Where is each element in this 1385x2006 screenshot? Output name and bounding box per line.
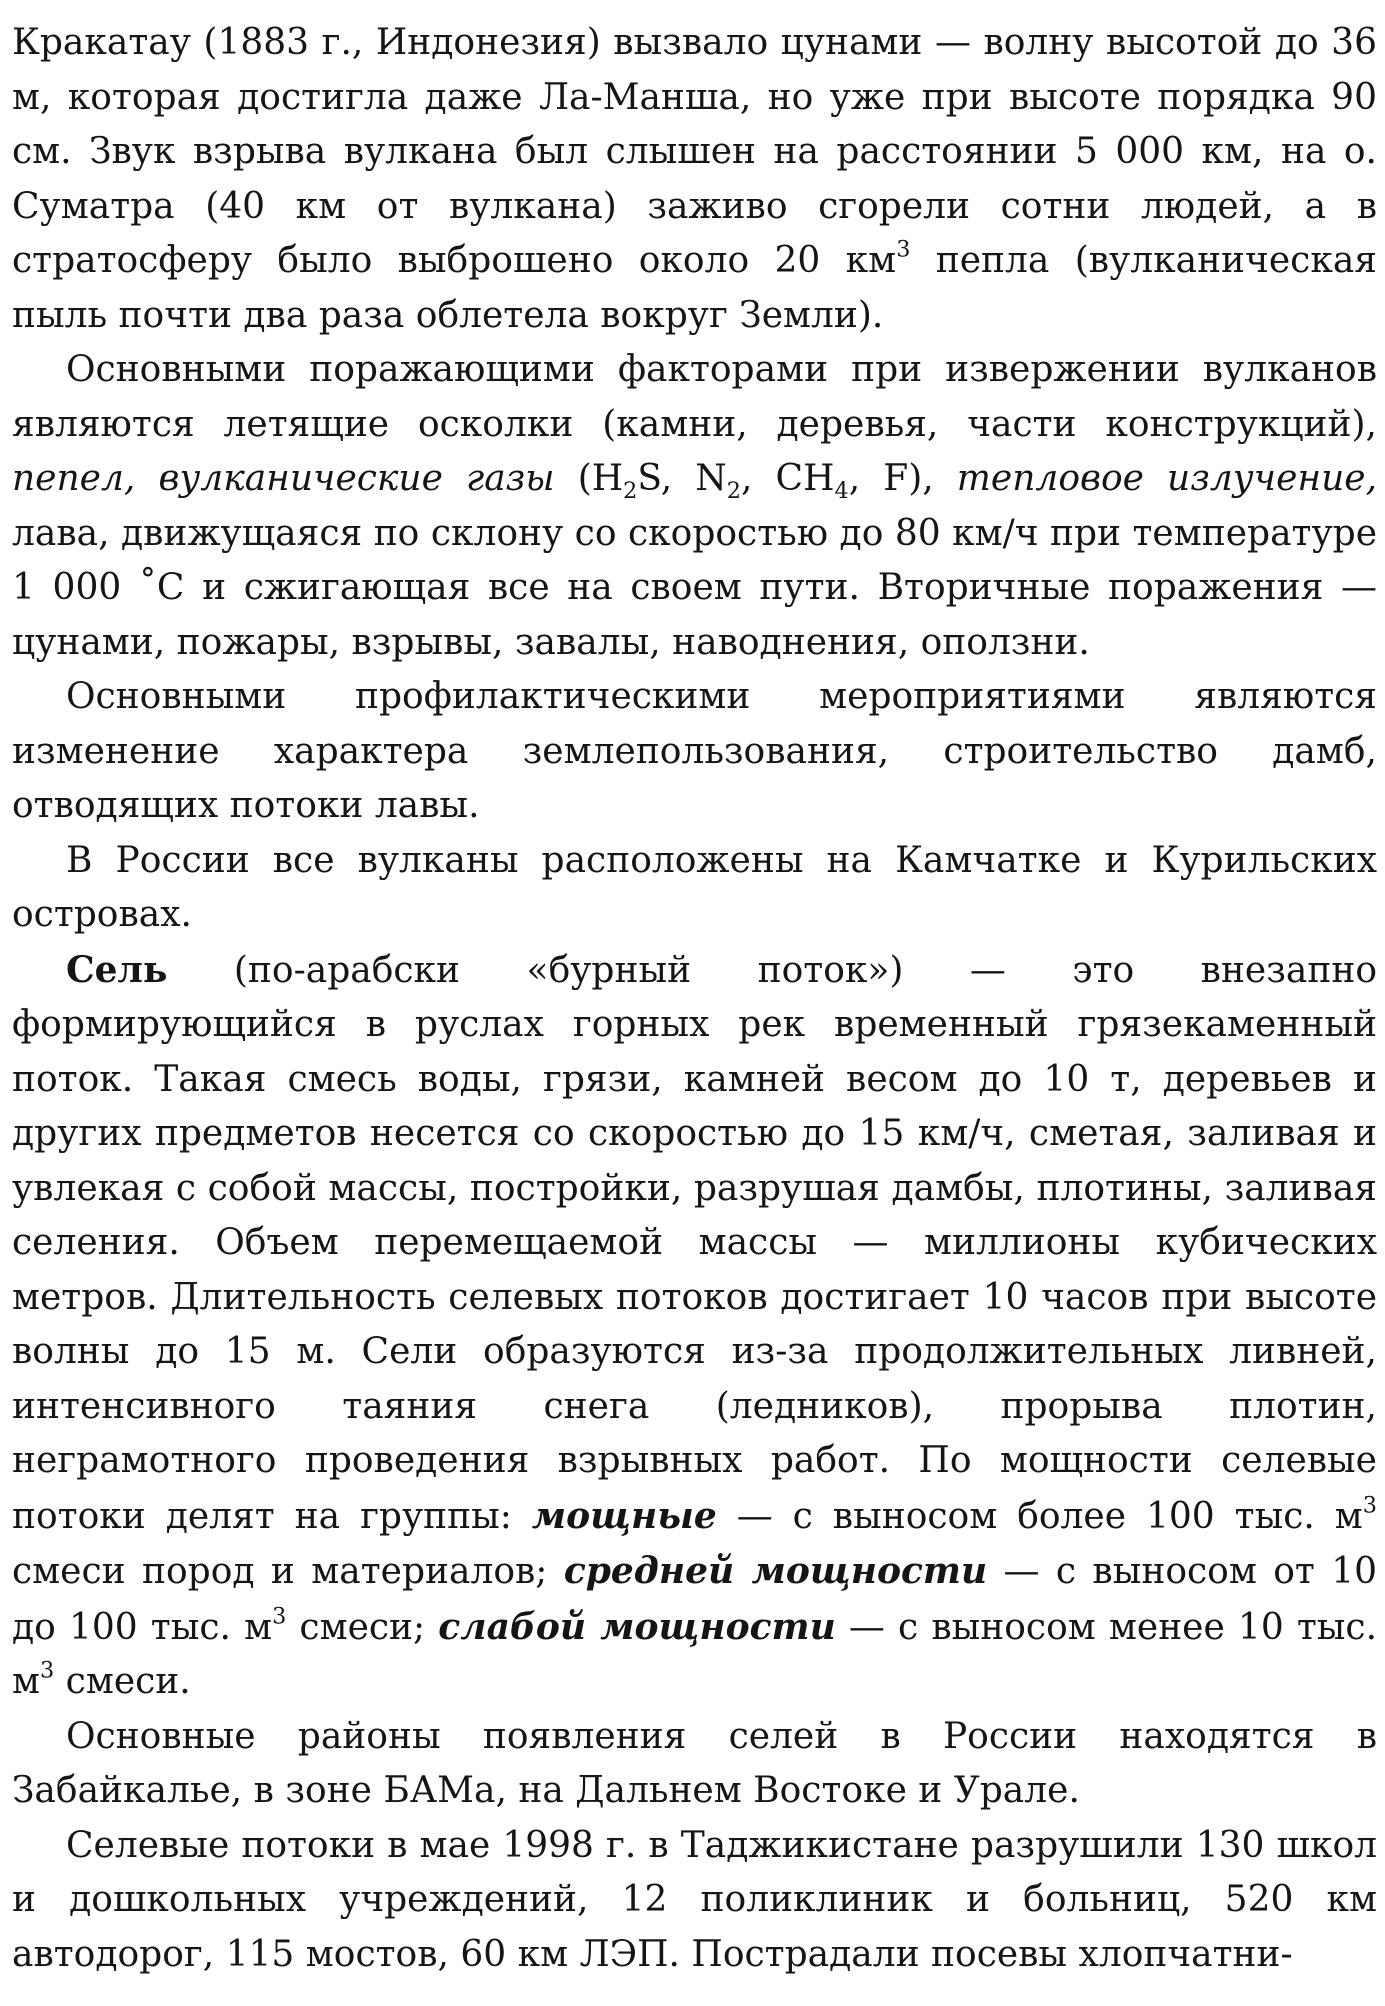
paragraph-text: смеси; [286, 1606, 439, 1648]
paragraph-mudflow [12, 943, 1377, 1710]
paragraph-text: — с выносом от 10 до 100 тыс. м [12, 1551, 1378, 1648]
paragraph-text: Основными поражающими факторами при извержении вулканов являются летящие осколки (камни, деревья, части конструкций), [12, 349, 1377, 445]
subscript: 4 [834, 477, 849, 504]
paragraph-text: , F), [848, 458, 957, 499]
italic-term: слабой мощности [438, 1605, 836, 1648]
bold-term: Сель [66, 948, 168, 991]
paragraph-text: пепла (вулканическая пыль почти два раза облетела вокруг Земли). [12, 240, 1377, 336]
superscript: 3 [1362, 1491, 1377, 1518]
italic-term: мощные [531, 1494, 717, 1537]
paragraph-mudflow-regions: Основные районы появления селей в России находятся в Забайкалье, в зоне БАМа, на Дальнем Востоке и Урале. [12, 1715, 1377, 1811]
paragraph-tajikistan: Селевые потоки в мае 1998 г. в Таджикистане разрушили 130 школ и дошкольных учреждений, 12 поликлиник и больниц, 520 км автодорог, 115 мостов, 60 км ЛЭП. Пострадали посевы хлопчатни- [12, 1824, 1377, 1975]
paragraph-prevention: Основными профилактическими мероприятиями являются изменение характера землепользования, строительство дамб, отводящих потоки лавы. [12, 676, 1377, 826]
italic-text: пепел, вулканические газы [12, 458, 555, 499]
italic-term: средней мощности [563, 1550, 988, 1592]
paragraph-text: смеси. [54, 1661, 191, 1702]
paragraph-text: S, N [637, 458, 727, 499]
paragraph-text: (по-арабски «бурный поток») — это внезапно формирующийся в руслах горных рек временный грязекаменный поток. Такая смесь воды, грязи, камней весом до 10 т, деревьев и других предметов несется со скоростью до 15 км/ч, сметая, заливая и увлекая с собой массы, постройки, разрушая дамбы, плотины, заливая селения. Объем перемещаемой массы — миллионы кубических метров. Длительность селевых потоков достигает 10 часов при высоте волны до 15 м. Сели образуются из-за продолжительных ливней, интенсивного таяния снега (ледников), прорыва плотин, неграмотного проведения взрывных работ. По мощности селевые потоки делят на группы: [12, 949, 1377, 1537]
subscript: 2 [623, 477, 638, 504]
paragraph-text: — с выносом более 100 тыс. м [716, 1495, 1363, 1537]
paragraph-russia-volcanoes: В России все вулканы расположены на Камчатке и Курильских островах. [12, 839, 1377, 935]
italic-text: тепловое излучение, [956, 458, 1378, 499]
superscript: 3 [40, 1657, 55, 1684]
paragraph-text: Кракатау (1883 г., Индонезия) вызвало цунами — волну высотой до 36 м, которая достигла даже Ла-Манша, но уже при высоте порядка 90 см. Звук взрыва вулкана был слышен на расстоянии 5 000 км, на о. Суматра (40 км от вулкана) заживо сгорели сотни людей, а в стратосферу было выброшено около 20 км [12, 22, 1377, 281]
paragraph-damaging-factors [12, 343, 1377, 670]
paragraph-text: — с выносом менее 10 тыс. м [12, 1606, 1378, 1702]
paragraph-krakatau [12, 16, 1377, 343]
paragraph-text: смеси пород и материалов; [12, 1551, 564, 1592]
superscript: 3 [896, 236, 911, 263]
paragraph-text: (H [554, 458, 624, 499]
superscript: 3 [272, 1602, 287, 1629]
subscript: 2 [726, 477, 741, 504]
paragraph-text: лава, движущаяся по склону со скоростью до 80 км/ч при температуре 1 000 ˚С и сжигающая все на своем пути. Вторичные поражения — цунами, пожары, взрывы, завалы, наводнения, оползни. [12, 512, 1377, 663]
paragraph-text: , CH [741, 458, 835, 499]
